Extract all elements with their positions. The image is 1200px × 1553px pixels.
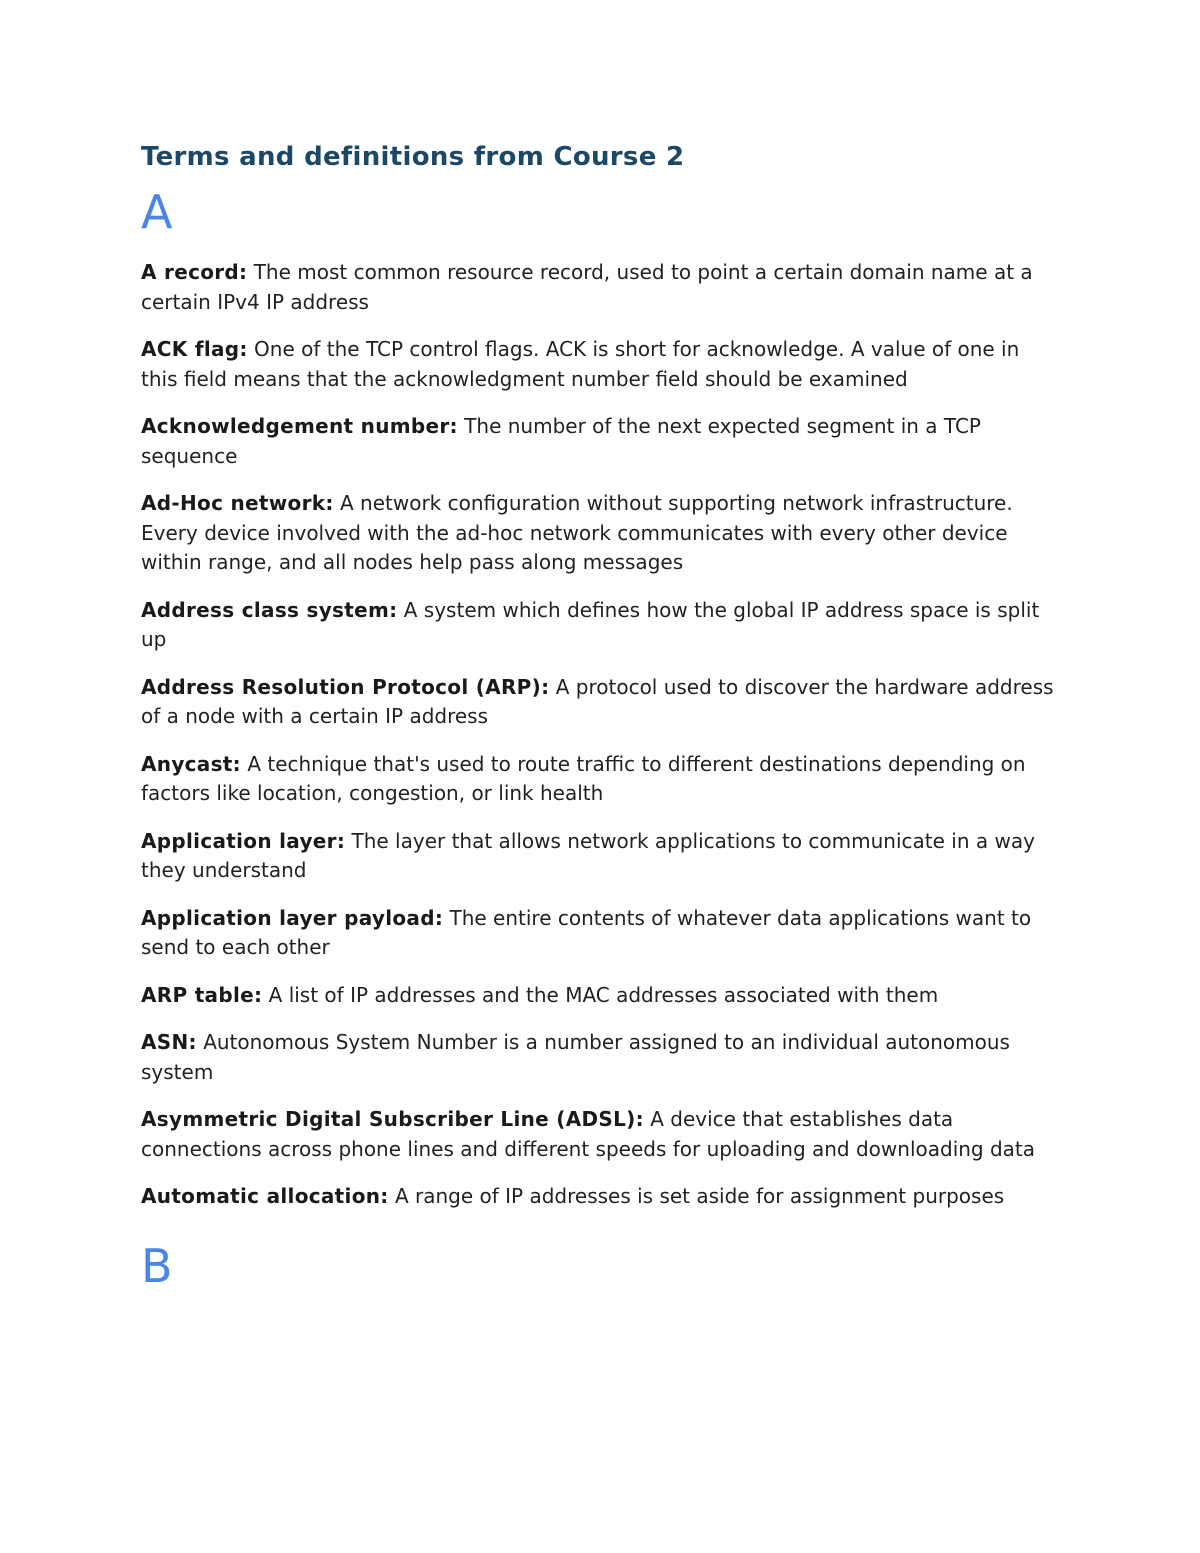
- term-name: Application layer payload:: [141, 905, 444, 930]
- term-name: A record:: [141, 260, 248, 284]
- term-name: Acknowledgement number:: [141, 414, 458, 438]
- term-name: Ad-Hoc network:: [141, 491, 334, 515]
- term-entry: [141, 596, 1061, 655]
- term-definition: A network configuration without supporting network infrastructure. Every device involved with the ad-hoc network communicates with every other device within range, and all nodes help pass along messages: [141, 491, 1013, 574]
- term-definition: A device that establishes data connections across phone lines and different speeds for uploading and downloading data: [141, 1107, 1036, 1161]
- term-name: Address Resolution Protocol (ARP):: [141, 674, 550, 699]
- term-definition: A list of IP addresses and the MAC addresses associated with them: [268, 982, 939, 1007]
- term-entry: [141, 1028, 1061, 1087]
- term-entry: [141, 258, 1061, 317]
- term-name: Automatic allocation:: [141, 1184, 389, 1208]
- term-definition: A technique that's used to route traffic to different destinations depending on factors like location, congestion, or link health: [141, 751, 1026, 805]
- document-page: [141, 140, 1061, 1312]
- term-definition: A range of IP addresses is set aside for assignment purposes: [394, 1184, 1005, 1208]
- section-letter-b: B: [141, 1238, 173, 1293]
- term-name: ARP table:: [141, 982, 263, 1007]
- term-name: Application layer:: [141, 828, 346, 853]
- term-name: ASN:: [141, 1030, 197, 1054]
- section-letter-a: A: [141, 185, 173, 239]
- term-name: ACK flag:: [141, 337, 248, 361]
- term-entry: [141, 750, 1061, 809]
- term-definition: A system which defines how the global IP address space is split up: [141, 597, 1040, 651]
- term-list-a: [141, 258, 1061, 1212]
- term-definition: A protocol used to discover the hardware address of a node with a certain IP address: [141, 674, 1054, 728]
- term-entry: [141, 335, 1061, 394]
- term-entry: [141, 904, 1061, 963]
- term-entry: [141, 981, 1061, 1011]
- term-entry: [141, 1105, 1061, 1164]
- term-definition: The entire contents of whatever data applications want to send to each other: [141, 905, 1032, 959]
- document-title: Terms and definitions from Course 2: [141, 142, 685, 172]
- term-definition: The number of the next expected segment in a TCP sequence: [141, 414, 981, 468]
- term-name: Anycast:: [141, 751, 241, 776]
- term-entry: [141, 673, 1061, 732]
- term-definition: Autonomous System Number is a number assigned to an individual autonomous system: [141, 1030, 1010, 1084]
- term-definition: The most common resource record, used to point a certain domain name at a certain IPv4 IP address: [141, 260, 1033, 314]
- term-entry: [141, 827, 1061, 886]
- term-entry: [141, 412, 1061, 471]
- term-name: Asymmetric Digital Subscriber Line (ADSL):: [141, 1107, 644, 1131]
- term-name: Address class system:: [141, 597, 398, 622]
- term-entry: [141, 1182, 1061, 1212]
- term-definition: One of the TCP control flags. ACK is short for acknowledge. A value of one in this field means that the acknowledgment number field should be examined: [141, 337, 1020, 391]
- term-entry: [141, 489, 1061, 578]
- term-definition: The layer that allows network applications to communicate in a way they understand: [141, 828, 1035, 882]
